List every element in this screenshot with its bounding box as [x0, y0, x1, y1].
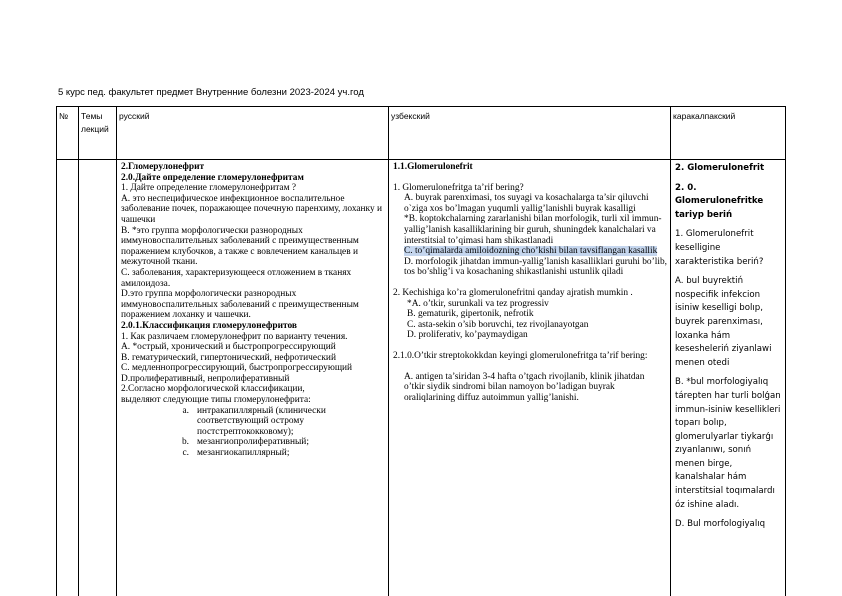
kk-subtitle: 2. 0. Glomerulonefritke tariyp beriń — [675, 182, 764, 220]
list-marker: b. — [181, 437, 189, 448]
ru-question-3: 2.Согласно морфологической классификации, — [121, 384, 305, 395]
uz-q1-option-a: A. buyrak parenximasi, tos suyagi va kosachalarga ta’sir qiluvchi o`ziga xos bo’lmagan yuqumli yallig’lanishli buyrak kasalligi — [404, 193, 649, 214]
uz-q1-option-b: *B. koptokchalarning zararlanishi bilan morfologik, turli xil immun-yallig’lanish kasalliklarining bir guruh, shuningdek kanalchalari va interstitsial to’qimasi ham shikastlanadi — [404, 214, 662, 246]
kk-q1-option-b: B. *bul morfologiyalıq tárepten har turli bolǵan immun-isiniw kesellikleri toparı bolıp, glomerulyarlar tiykarǵı zıyanlanıwı, sonıń menen birge, kanalshalar hám interstitsial toqımalardı óz ishine aladı. — [675, 377, 781, 510]
topic-cell — [79, 160, 117, 596]
uz-question-3: 2.1.0.O’tkir streptokokkdan keyingi glomerulonefritga ta’rif bering: — [393, 350, 648, 361]
ru-q2-option-b: В. гематурический, гипертонический, нефротический — [121, 352, 336, 363]
header-row — [57, 107, 786, 160]
list-item — [121, 448, 385, 459]
uz-q3-option-a: A. antigen ta’siridan 3-4 hafta o’tgach rivojlanib, klinik jihatdan o’tkir siydik sindromi bilan namoyon bo’ladigan buyrak oraliqlarining diffuz autoimmun yallig’lanishi. — [404, 371, 645, 403]
col-header-karakalpak: каракалпакский — [671, 107, 786, 160]
uz-q2-option-c: C. asta-sekin o’sib boruvchi, tez rivojlanayotgan — [407, 319, 589, 330]
kk-question-1: 1. Glomerulonefrit keselligine xarakteristika beriń? — [675, 229, 764, 267]
ru-q1-option-d: D.это группа морфологически разнородных иммуновоспалительных заболеваний с преимущественным поражением лоханку и чашечки. — [121, 289, 359, 321]
list-text: интракапиллярный (клинически соответствующий острому постстрептококковому); — [197, 405, 326, 437]
ru-q2-option-c: С. медленнопрогрессирующий, быстропрогрессирующий — [121, 363, 353, 374]
kk-q1-option-a: A. bul buyrektiń nospecifik infekcion isiniw keselligi bolıp, buyrek parenximası, loxanka hám kesesheleriń ziyanlawi menen otedi — [675, 276, 772, 368]
col-header-russian: русский — [117, 107, 389, 160]
ru-question-1: 1. Дайте определение гломерулонефритам ? — [121, 183, 297, 194]
ru-title: 2.Гломерулонефрит — [121, 162, 205, 172]
number-cell — [57, 160, 79, 596]
ru-question-3-cont: выделяют следующие типы гломерулонефрита: — [121, 395, 311, 406]
uzbek-cell — [389, 160, 671, 596]
uz-q2-option-b: B. gematurik, gipertonik, nefrotik — [407, 309, 534, 320]
ru-q2-option-a: А. *острый, хронический и быстропрогрессирующий — [121, 342, 336, 353]
ru-question-2: 1. Как различаем гломерулонефрит по варианту течения. — [121, 331, 348, 342]
ru-q1-option-a: А. это неспецифическое инфекционное воспалительное заболевание почек, поражающее почечную паренхиму, лоханку и чашечки — [121, 193, 383, 225]
ru-q1-option-b: В. *это группа морфологически разнородных иммуновоспалительных заболеваний с преимущественным поражением клубочков, а также с вовлечением канальцев и межуточной ткани. — [121, 225, 359, 268]
kk-title: 2. Glomerulonefrit — [675, 163, 765, 173]
col-header-topics: Темы лекций — [79, 107, 117, 160]
list-marker: c. — [182, 448, 189, 459]
ru-subtitle: 2.0.Дайте определение гломерулонефритам — [121, 172, 304, 183]
russian-cell — [117, 160, 389, 596]
ru-q1-option-c: С. заболевания, характеризующееся отложением в тканях амилоидоза. — [121, 267, 352, 289]
list-text: мезангиопролиферативный; — [197, 437, 309, 448]
page-heading: 5 курс пед. факультет предмет Внутренние болезни 2023-2024 уч.год — [58, 87, 364, 98]
uz-question-1: 1. Glomerulonefritga ta’rif bering? — [393, 182, 524, 193]
col-header-uzbek: узбекский — [389, 107, 671, 160]
uz-q1-option-c — [393, 246, 667, 257]
col-header-number: № — [57, 107, 79, 160]
list-item — [121, 406, 385, 438]
highlighted-text[interactable]: C. to’qimalarda amiloidozning cho’kishi bilan tavsiflangan kasallik — [404, 246, 658, 257]
curriculum-table — [56, 106, 786, 596]
kk-q1-option-d: D. Bul morfologiyalıq — [675, 519, 766, 530]
uz-q2-option-a: *A. o’tkir, surunkali va tez progressiv — [407, 298, 549, 309]
uz-title: 1.1.Glomerulonefrit — [393, 162, 473, 172]
list-marker: a. — [182, 405, 189, 416]
content-row — [57, 160, 786, 596]
list-text: мезангиокапиллярный; — [197, 448, 290, 459]
uz-q1-option-d: D. morfologik jihatdan immun-yallig’lanish kasalliklari guruhi bo’lib, tos bo’shlig’i va kosachaning shikastlanishi ustunlik qiladi — [404, 256, 667, 278]
uz-question-2: 2. Kechishiga ko’ra glomerulonefritni qanday ajratish mumkin . — [393, 287, 633, 298]
uz-q2-option-d: D. proliferativ, ko’paymaydigan — [407, 330, 528, 341]
ru-classification-title: 2.0.1.Классификация гломерулонефритов — [121, 320, 297, 331]
karakalpak-cell — [671, 160, 786, 596]
list-item — [121, 437, 385, 448]
ru-q2-option-d: D.пролиферативный, непролиферативный — [121, 373, 290, 384]
